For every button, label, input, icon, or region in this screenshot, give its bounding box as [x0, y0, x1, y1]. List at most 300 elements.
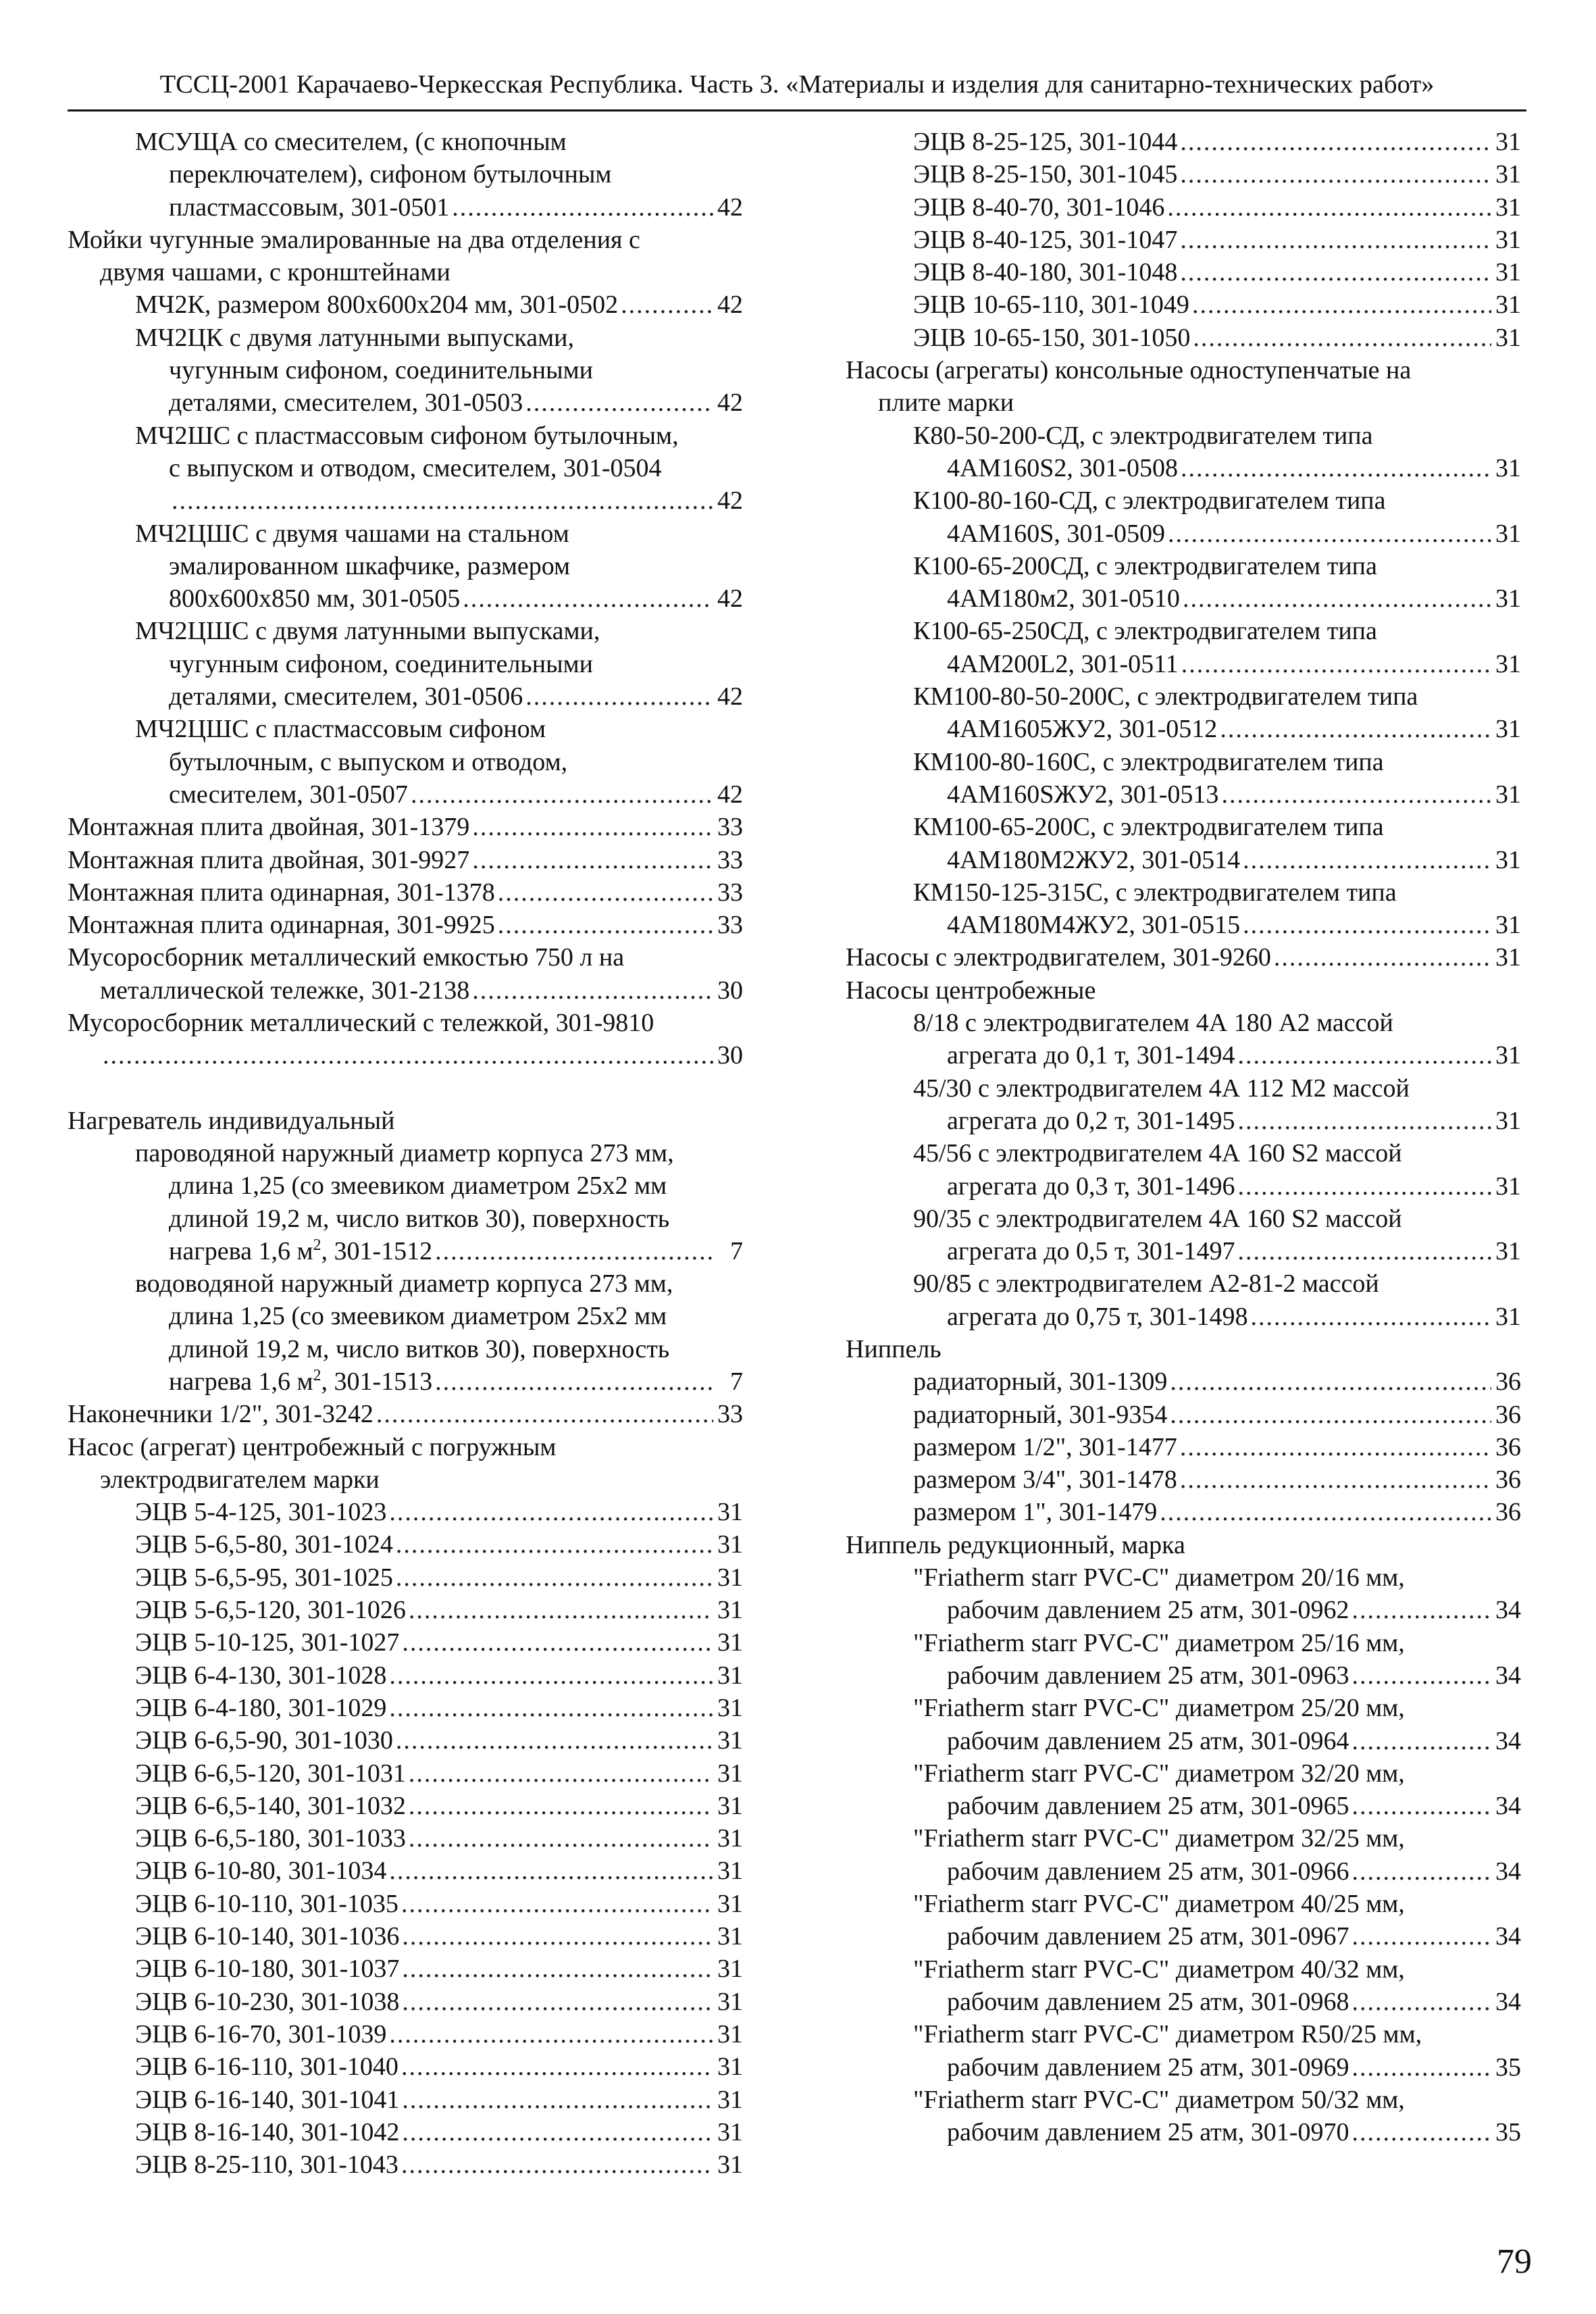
page-reference: 31 [1495, 845, 1521, 874]
entry-line-with-page [135, 1561, 743, 1594]
dot-leader [1221, 778, 1491, 811]
dot-leader [498, 876, 713, 909]
entry-text: размером 1", 301-1479 [913, 1498, 1158, 1527]
dot-leader [376, 1398, 713, 1430]
dot-leader [1181, 648, 1491, 680]
index-subentry [68, 1496, 743, 1528]
page-reference: 31 [1495, 291, 1521, 320]
entry-text: 4АМ160S, 301-0509 [947, 519, 1166, 548]
index-column-right [846, 126, 1521, 2148]
entry-text: рабочим давлением 25 атм, 301-0968 [947, 1987, 1349, 2016]
index-subentry [846, 1137, 1521, 1203]
entry-line-with-page [913, 582, 1521, 615]
entry-line-with-page [913, 2116, 1521, 2148]
index-subentry [68, 1986, 743, 2018]
entry-line-with-page [846, 941, 1521, 974]
entry-line-with-page [913, 2051, 1521, 2084]
running-header: ТССЦ-2001 Карачаево-Черкесская Республика. Часть 3. «Материалы и изделия для санитарно-технических работ» [68, 62, 1526, 111]
index-subentry [846, 191, 1521, 224]
entry-line-with-page [135, 2018, 743, 2051]
entry-line-with-page [913, 1855, 1521, 1888]
entry-text: ЭЦВ 6-10-110, 301-1035 [135, 1889, 398, 1918]
index-subentry [68, 1692, 743, 1724]
index-subentry [68, 2018, 743, 2051]
page-reference: 30 [717, 1041, 743, 1070]
index-subentry [68, 1626, 743, 1659]
entry-text: Монтажная плита одинарная, 301-1378 [68, 878, 495, 907]
entry-line-with-page [913, 1463, 1521, 1496]
entry-text: эмалированном шкафчике, размером [169, 551, 571, 580]
dot-leader [472, 974, 713, 1007]
page-reference: 31 [1495, 584, 1521, 613]
entry-text: МЧ2К, размером 800х600х204 мм, 301-0502 [135, 291, 619, 320]
entry-text: ЭЦВ 6-10-180, 301-1037 [135, 1955, 400, 1984]
entry-text: ЭЦВ 8-16-140, 301-1042 [135, 2117, 400, 2146]
page-reference: 31 [1495, 1237, 1521, 1266]
entry-line-with-page [135, 778, 743, 811]
index-subentry [846, 1431, 1521, 1463]
entry-text: "Friatherm starr PVC-C" диаметром 32/25 мм, [913, 1824, 1405, 1853]
page-reference: 31 [717, 2150, 743, 2180]
dot-leader [389, 1855, 713, 1887]
entry-text: агрегата до 0,3 т, 301-1496 [947, 1172, 1235, 1201]
dot-leader [409, 1790, 713, 1822]
index-subentry [846, 876, 1521, 942]
index-entry [68, 1007, 743, 1072]
page-reference: 36 [1495, 1498, 1521, 1527]
page-reference: 31 [717, 1661, 743, 1690]
page-reference: 31 [1495, 911, 1521, 940]
entry-line-with-page [913, 844, 1521, 876]
page-reference: 31 [717, 1759, 743, 1788]
page-reference: 34 [1495, 1596, 1521, 1625]
entry-text: 90/35 с электродвигателем 4А 160 S2 массой [913, 1204, 1402, 1233]
dot-leader [402, 1986, 713, 2018]
entry-line-with-page [135, 582, 743, 615]
page-reference: 31 [717, 2053, 743, 2082]
page-reference: 31 [717, 1530, 743, 1559]
entry-line-with-page [135, 1235, 743, 1267]
dot-leader [389, 1692, 713, 1724]
page-reference: 34 [1495, 1922, 1521, 1951]
dot-leader [1352, 1790, 1491, 1822]
index-entry [846, 1333, 1521, 1365]
index-subentry [846, 484, 1521, 550]
page-reference: 31 [717, 2085, 743, 2114]
index-subentry [68, 1528, 743, 1561]
dot-leader [472, 811, 713, 843]
entry-text: пластмассовым, 301-0501 [169, 193, 450, 222]
entry-line-with-page [135, 191, 743, 224]
dot-leader [103, 1039, 713, 1072]
dot-leader [1237, 1235, 1491, 1267]
dot-leader [1180, 126, 1491, 158]
dot-leader [409, 1757, 713, 1790]
index-subentry [846, 1692, 1521, 1757]
entry-text: ЭЦВ 6-4-130, 301-1028 [135, 1661, 387, 1690]
index-subentry [68, 126, 743, 224]
entry-text: рабочим давлением 25 атм, 301-0963 [947, 1661, 1349, 1690]
index-subentry [68, 1920, 743, 1953]
index-subentry [846, 1561, 1521, 1627]
index-subentry [68, 2148, 743, 2181]
entry-line-with-page [135, 2084, 743, 2116]
dot-leader [409, 1822, 713, 1855]
entry-text: плите марки [878, 388, 1014, 418]
page-reference: 31 [1495, 160, 1521, 189]
entry-line-with-page [913, 1920, 1521, 1953]
dot-leader [1352, 1920, 1491, 1953]
entry-text: ЭЦВ 8-25-125, 301-1044 [913, 128, 1178, 156]
entry-text: "Friatherm starr PVC-C" диаметром R50/25 мм, [913, 2020, 1422, 2049]
entry-text: 4АМ180М2ЖУ2, 301-0514 [947, 845, 1241, 874]
index-entry [68, 811, 743, 843]
entry-text: агрегата до 0,75 т, 301-1498 [947, 1302, 1248, 1331]
page-reference: 31 [717, 1498, 743, 1527]
page-reference: 31 [717, 1922, 743, 1951]
dot-leader [396, 1561, 713, 1594]
page-reference: 31 [1495, 258, 1521, 287]
entry-text: 4АМ160S2, 301-0508 [947, 453, 1179, 482]
entry-line-with-page [913, 909, 1521, 941]
entry-line-with-page [913, 256, 1521, 288]
page-reference: 36 [1495, 1432, 1521, 1461]
entry-line-with-page [68, 844, 743, 876]
index-subentry [68, 1137, 743, 1267]
entry-text: 4АМ180М4ЖУ2, 301-0515 [947, 911, 1241, 940]
dot-leader [402, 2116, 713, 2148]
dot-leader [1352, 1659, 1491, 1692]
index-subentry [846, 256, 1521, 288]
dot-leader [435, 1365, 713, 1398]
entry-text: ЭЦВ 6-16-140, 301-1041 [135, 2085, 400, 2114]
entry-text: ЭЦВ 5-6,5-95, 301-1025 [135, 1563, 393, 1592]
entry-text: ЭЦВ 6-10-230, 301-1038 [135, 1987, 400, 2016]
entry-text: Нагреватель индивидуальный [68, 1106, 395, 1135]
page-reference: 30 [717, 976, 743, 1005]
entry-text: МЧ2ЦШС с двумя латунными выпусками, [135, 617, 600, 646]
entry-text: Насосы с электродвигателем, 301-9260 [846, 943, 1271, 972]
index-entry [68, 876, 743, 909]
index-subentry [68, 1855, 743, 1887]
entry-line-with-page [913, 126, 1521, 158]
entry-line-with-page [913, 1725, 1521, 1757]
entry-line-with-page [913, 224, 1521, 256]
entry-text: "Friatherm starr PVC-C" диаметром 40/32 мм, [913, 1955, 1405, 1984]
page-reference: 31 [717, 1857, 743, 1886]
index-subentry [68, 1757, 743, 1790]
entry-text: Монтажная плита двойная, 301-1379 [68, 813, 470, 842]
entry-line-with-page [135, 1365, 743, 1398]
entry-text: рабочим давлением 25 атм, 301-0967 [947, 1922, 1349, 1951]
entry-text: ЭЦВ 6-16-110, 301-1040 [135, 2053, 398, 2082]
dot-leader [402, 1920, 713, 1953]
index-subentry [846, 1627, 1521, 1692]
entry-text: 8/18 с электродвигателем 4А 180 А2 массой [913, 1009, 1393, 1038]
dot-leader [1243, 909, 1491, 941]
dot-leader [1180, 224, 1491, 256]
entry-line-with-page [135, 1692, 743, 1724]
index-subentry [846, 1007, 1521, 1072]
index-subentry [68, 2116, 743, 2148]
page-reference: 31 [717, 1889, 743, 1918]
entry-text: рабочим давлением 25 атм, 301-0962 [947, 1596, 1349, 1625]
dot-leader [525, 680, 713, 713]
entry-text: К100-65-250СД, с электродвигателем типа [913, 617, 1377, 646]
entry-text: "Friatherm starr PVC-C" диаметром 25/16 мм, [913, 1628, 1405, 1657]
entry-text: МЧ2ЦК с двумя латунными выпусками, [135, 323, 574, 352]
dot-leader [1237, 1105, 1491, 1137]
dot-leader [1168, 518, 1491, 550]
entry-text: К100-65-200СД, с электродвигателем типа [913, 551, 1377, 580]
dot-leader [411, 778, 713, 811]
entry-text: смесителем, 301-0507 [169, 780, 408, 809]
index-subentry [846, 1203, 1521, 1268]
page-reference: 36 [1495, 1465, 1521, 1494]
page-reference: 34 [1495, 1857, 1521, 1886]
dot-leader [1192, 288, 1491, 321]
index-subentry [68, 2051, 743, 2083]
entry-line-with-page [135, 1888, 743, 1920]
index-entry [68, 941, 743, 1007]
entry-line-with-page [913, 713, 1521, 745]
dot-leader [172, 484, 713, 517]
page-reference: 31 [1495, 1106, 1521, 1135]
page-reference: 31 [717, 2117, 743, 2146]
dot-leader [409, 1594, 713, 1626]
page-number: 79 [1497, 2242, 1532, 2281]
page-reference: 31 [717, 1955, 743, 1984]
index-entry [68, 1105, 743, 1137]
entry-line-with-page [135, 1528, 743, 1561]
entry-text: длиной 19,2 м, число витков 30), поверхность [169, 1204, 670, 1233]
dot-leader [1180, 1463, 1491, 1496]
index-subentry [846, 1496, 1521, 1528]
index-subentry [846, 746, 1521, 811]
dot-leader [1352, 1725, 1491, 1757]
dot-leader [1352, 1594, 1491, 1626]
entry-text: "Friatherm starr PVC-C" диаметром 25/20 мм, [913, 1694, 1405, 1723]
page-reference: 31 [717, 1791, 743, 1820]
index-column-left [68, 126, 743, 2181]
entry-text: ЭЦВ 5-6,5-120, 301-1026 [135, 1596, 406, 1625]
dot-leader [525, 386, 713, 419]
page-reference: 31 [1495, 519, 1521, 548]
index-subentry [846, 1072, 1521, 1138]
entry-text: ЭЦВ 5-6,5-80, 301-1024 [135, 1530, 393, 1559]
index-subentry [68, 2084, 743, 2116]
entry-text: ЭЦВ 6-6,5-180, 301-1033 [135, 1824, 406, 1853]
index-entry [68, 224, 743, 289]
page-reference: 34 [1495, 1661, 1521, 1690]
entry-text: агрегата до 0,1 т, 301-1494 [947, 1041, 1235, 1070]
entry-text: электродвигателем марки [100, 1465, 380, 1494]
entry-text: ЭЦВ 6-10-80, 301-1034 [135, 1857, 387, 1886]
entry-text: К100-80-160-СД, с электродвигателем типа [913, 486, 1386, 515]
dot-leader [435, 1235, 713, 1267]
page-reference: 31 [717, 1628, 743, 1657]
entry-text: "Friatherm starr PVC-C" диаметром 50/32 мм, [913, 2085, 1405, 2114]
page-reference: 42 [717, 780, 743, 809]
entry-text: радиаторный, 301-9354 [913, 1400, 1168, 1429]
dot-leader [389, 1496, 713, 1528]
dot-leader [1170, 1365, 1491, 1398]
page-reference: 31 [717, 1596, 743, 1625]
dot-leader [1167, 191, 1491, 224]
index-subentry [846, 1888, 1521, 1953]
entry-text: с выпуском и отводом, смесителем, 301-0504 [169, 453, 662, 482]
entry-text: радиаторный, 301-1309 [913, 1367, 1168, 1397]
index-subentry [68, 1659, 743, 1692]
index-entry [68, 1431, 743, 1496]
entry-line-with-page [135, 680, 743, 713]
dot-leader [1250, 1301, 1491, 1333]
entry-line-with-page [913, 1235, 1521, 1267]
entry-text: ЭЦВ 8-40-180, 301-1048 [913, 258, 1178, 287]
entry-text: рабочим давлением 25 атм, 301-0969 [947, 2053, 1349, 2082]
index-subentry [68, 1267, 743, 1398]
page-reference: 31 [717, 1563, 743, 1592]
entry-line-with-page [913, 452, 1521, 484]
dot-leader [1237, 1039, 1491, 1072]
dot-leader [463, 582, 713, 615]
entry-text: водоводяной наружный диаметр корпуса 273 мм, [135, 1269, 673, 1299]
entry-text: КМ100-65-200С, с электродвигателем типа [913, 813, 1384, 842]
entry-line-with-page [135, 1724, 743, 1757]
index-subentry [846, 615, 1521, 680]
index-subentry [68, 1561, 743, 1594]
entry-line-with-page [68, 909, 743, 941]
entry-text: агрегата до 0,5 т, 301-1497 [947, 1237, 1235, 1266]
index-subentry [68, 288, 743, 321]
index-subentry [846, 1757, 1521, 1823]
entry-line-with-page [68, 974, 743, 1007]
entry-line-with-page [135, 2051, 743, 2083]
entry-line-with-page [135, 1920, 743, 1953]
entry-text: длина 1,25 (со змеевиком диаметром 25х2 мм [169, 1302, 667, 1331]
page-reference: 33 [717, 1400, 743, 1429]
entry-text: ЭЦВ 8-25-150, 301-1045 [913, 160, 1178, 189]
entry-line-with-page [135, 484, 743, 517]
entry-text: Наконечники 1/2", 301-3242 [68, 1400, 374, 1429]
index-subentry [68, 1822, 743, 1855]
page-reference: 42 [717, 682, 743, 711]
entry-text: 4АМ160SЖУ2, 301-0513 [947, 780, 1219, 809]
entry-text: деталями, смесителем, 301-0506 [169, 682, 523, 711]
entry-text: МЧ2ШС с пластмассовым сифоном бутылочным, [135, 421, 679, 450]
dot-leader [1352, 2116, 1491, 2148]
page-reference: 31 [1495, 649, 1521, 678]
index-subentry [68, 1888, 743, 1920]
page-reference: 31 [1495, 780, 1521, 809]
index-subentry [68, 1790, 743, 1822]
entry-line-with-page [913, 322, 1521, 354]
entry-text: размером 3/4", 301-1478 [913, 1465, 1177, 1494]
entry-text: чугунным сифоном, соединительными [169, 356, 593, 385]
entry-text: К80-50-200-СД, с электродвигателем типа [913, 421, 1373, 450]
entry-text: "Friatherm starr PVC-C" диаметром 20/16 мм, [913, 1563, 1405, 1592]
entry-text: КМ100-80-160С, с электродвигателем типа [913, 747, 1384, 776]
page-reference: 7 [730, 1236, 743, 1265]
index-subentry [846, 550, 1521, 615]
dot-leader [1274, 941, 1491, 974]
entry-text: Монтажная плита одинарная, 301-9925 [68, 911, 495, 940]
entry-text: рабочим давлением 25 атм, 301-0965 [947, 1792, 1349, 1821]
dot-leader [1193, 322, 1491, 354]
entry-text: Насосы (агрегаты) консольные одноступенчатые на [846, 356, 1412, 385]
dot-leader [389, 2018, 713, 2051]
dot-leader [621, 288, 713, 321]
entry-line-with-page [68, 876, 743, 909]
entry-text: агрегата до 0,2 т, 301-1495 [947, 1106, 1235, 1135]
dot-leader [402, 1953, 713, 1985]
entry-line-with-page [913, 1594, 1521, 1626]
entry-text: нагрева 1,6 $м^2$, 301-1512 [169, 1236, 433, 1265]
entry-text: ЭЦВ 6-6,5-140, 301-1032 [135, 1791, 406, 1820]
entry-text: ЭЦВ 5-4-125, 301-1023 [135, 1498, 387, 1527]
index-entry [68, 844, 743, 876]
index-subentry [68, 713, 743, 811]
page-reference: 31 [717, 1693, 743, 1722]
entry-text: Насос (агрегат) центробежный с погружным [68, 1432, 557, 1461]
entry-text: Ниппель редукционный, марка [846, 1530, 1185, 1559]
entry-text: ЭЦВ 8-40-125, 301-1047 [913, 225, 1178, 254]
entry-text: МСУЩА со смесителем, (с кнопочным [135, 128, 567, 156]
entry-text: 45/56 с электродвигателем 4А 160 S2 массой [913, 1139, 1402, 1168]
page-reference: 42 [717, 388, 743, 418]
index-subentry [846, 1399, 1521, 1431]
entry-text: нагрева 1,6 $м^2$, 301-1513 [169, 1366, 433, 1396]
page-reference: 33 [717, 911, 743, 940]
entry-text: ЭЦВ 8-25-110, 301-1043 [135, 2150, 398, 2180]
entry-text: длина 1,25 (со змеевиком диаметром 25х2 мм [169, 1172, 667, 1201]
entry-line-with-page [68, 1039, 743, 1072]
entry-text: "Friatherm starr PVC-C" диаметром 32/20 мм, [913, 1759, 1405, 1788]
entry-line-with-page [135, 2116, 743, 2148]
dot-leader [401, 2051, 713, 2083]
index-subentry [846, 1463, 1521, 1496]
entry-line-with-page [135, 386, 743, 419]
entry-text: ЭЦВ 6-6,5-120, 301-1031 [135, 1759, 406, 1788]
dot-leader [402, 1626, 713, 1659]
page-reference: 42 [717, 193, 743, 222]
index-subentry [846, 1822, 1521, 1888]
dot-leader [1180, 256, 1491, 288]
entry-text: ЭЦВ 10-65-150, 301-1050 [913, 323, 1191, 352]
entry-text: ЭЦВ 6-16-70, 301-1039 [135, 2019, 387, 2048]
dot-leader [401, 1888, 713, 1920]
index-subentry [68, 1594, 743, 1626]
entry-line-with-page [135, 1626, 743, 1659]
page-reference: 7 [730, 1367, 743, 1396]
index-entry [846, 941, 1521, 974]
entry-text: рабочим давлением 25 атм, 301-0966 [947, 1857, 1349, 1886]
dot-leader [452, 191, 713, 224]
entry-text: 4АМ1605ЖУ2, 301-0512 [947, 715, 1218, 744]
entry-text: размером 1/2", 301-1477 [913, 1432, 1177, 1461]
dot-leader [402, 2084, 713, 2116]
page-reference: 33 [717, 878, 743, 907]
index-subentry [846, 1365, 1521, 1398]
entry-text: ЭЦВ 6-10-140, 301-1036 [135, 1922, 400, 1951]
index-entry [846, 1529, 1521, 1561]
entry-line-with-page [135, 288, 743, 321]
entry-line-with-page [913, 288, 1521, 321]
dot-leader [1352, 2051, 1491, 2084]
dot-leader [401, 2148, 713, 2181]
dot-leader [396, 1724, 713, 1757]
page-reference: 31 [1495, 1041, 1521, 1070]
